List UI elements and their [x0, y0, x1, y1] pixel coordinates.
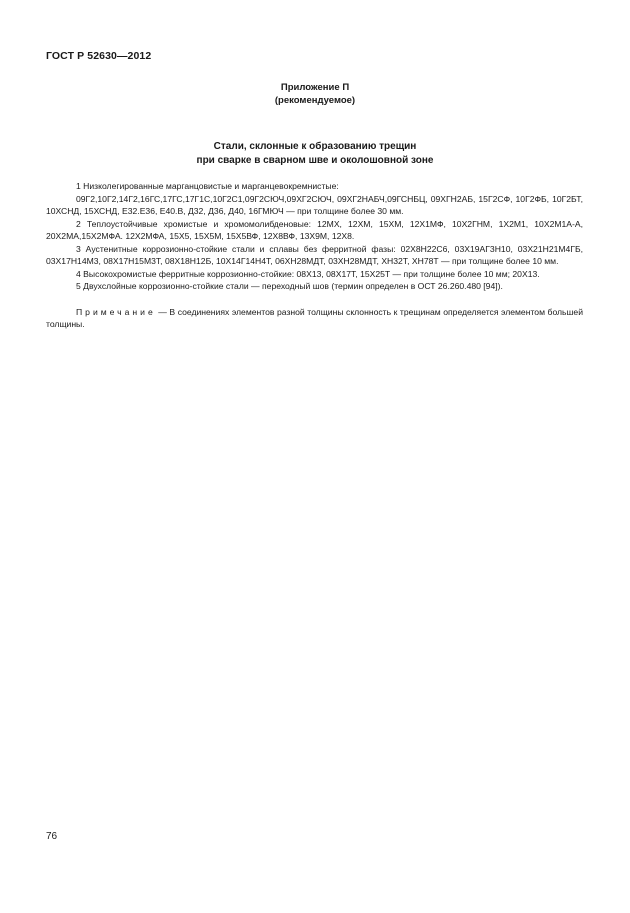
note-text: — В соединениях элементов разной толщины склонность к трещинам определяется элементом большей толщины. [46, 306, 583, 329]
list-item-1-steels: 09Г2,10Г2,14Г2,16ГС,17ГС,17Г1С,10Г2С1,09Г2СЮЧ,09ХГ2СЮЧ, 09ХГ2НАБЧ,09ГСНБЦ, 09ХГН2АБ, 15Г2СФ, 10Г2ФБ, 10Г2БТ, 10ХСНД, 15ХСНД, Е32.Е36, Е40.В, Д32, Д36, Д40, 16ГМЮЧ — при толщине более 30 мм. [46, 193, 583, 216]
list-item-3: 3 Аустенитные коррозионно-стойкие стали и сплавы без ферритной фазы: 02Х8Н22С6, 03Х19АГ3Н10, 03Х21Н21М4ГБ, 03Х17Н14М3, 08Х17Н15М3Т, 08Х18Н12Б, 10Х14Г14Н4Т, 06ХН28МДТ, 03ХН28МДТ, ХН32Т, ХН78Т — при толщине более 10 мм. [46, 243, 583, 266]
list-item-5: 5 Двухслойные коррозионно-стойкие стали — переходный шов (термин определен в ОСТ 26.260.480 [94]). [76, 281, 503, 291]
section-title-line-2: при сварке в сварном шве и околошовной зоне [196, 155, 434, 166]
list-item-4: 4 Высокохромистые ферритные коррозионно-стойкие: 08Х13, 08Х17Т, 15Х25Т — при толщине более 10 мм; 20Х13. [76, 268, 540, 279]
body-text [46, 180, 583, 339]
note [46, 306, 583, 331]
list-item-2: 2 Теплоустойчивые хромистые и хромомолибденовые: 12МХ, 12ХМ, 15ХМ, 12Х1МФ, 10Х2ГНМ, 1Х2М1, 10Х2М1А-А, 20Х2МА,15Х2МФА. 12Х2МФА, 15Х5, 15Х5М, 15Х5ВФ, 12Х8ВФ, 13Х9М, 12Х8. [46, 218, 583, 241]
page-number: 76 [46, 831, 58, 842]
appendix-type: (рекомендуемое) [274, 95, 356, 106]
section-title-line-1: Стали, склонные к образованию трещин [213, 141, 417, 152]
document-code: ГОСТ Р 52630—2012 [46, 50, 152, 62]
appendix-title: Приложение П [280, 82, 350, 93]
note-label: Примечание [76, 306, 156, 317]
list-item-1: 1 Низколегированные марганцовистые и марганцевокремнистые: [76, 181, 339, 191]
